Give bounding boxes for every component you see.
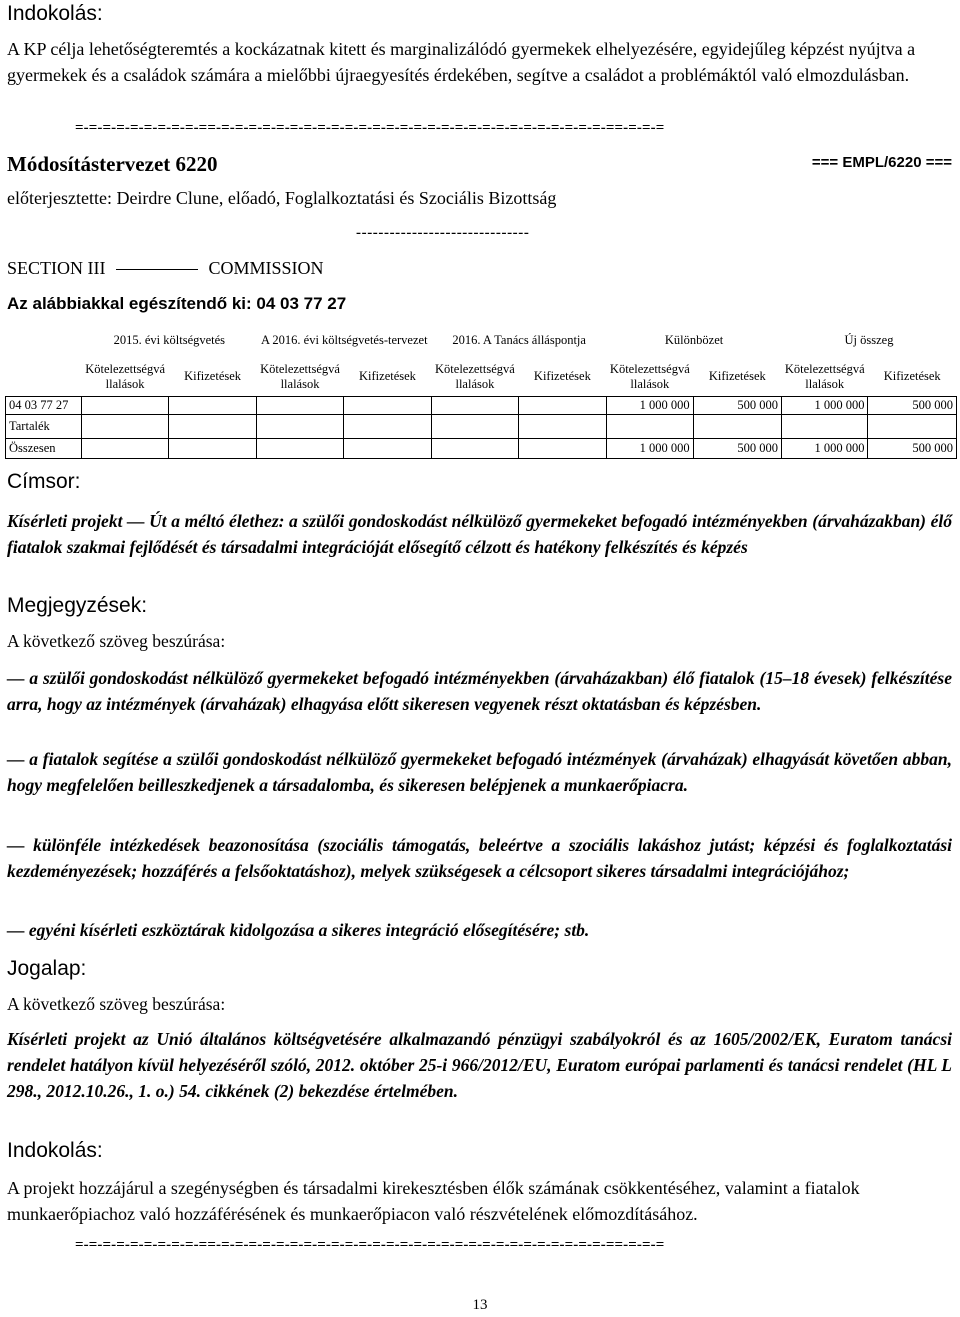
cell bbox=[343, 438, 431, 458]
sub-commit-2: Kötelezettségvállalások bbox=[260, 361, 340, 391]
justification-text: A projekt hozzájárul a szegénységben és társadalmi kirekesztésben élők számának csökkentéséhez, valamint a fiatalok munkaerőpiachoz való hozzáférésének és munkaerőpiacon való részvételének előmozdításához. bbox=[7, 1178, 860, 1224]
cell bbox=[518, 414, 606, 438]
separator-bottom: =-=-=-=-=-=-=-=-=-==-=-=-=-=-=-=-=-=-=-=-=-=-=-=-=-=-=-=-=-=-=-=-=-=-=-=-=-=-==-=-=-= bbox=[75, 1237, 665, 1253]
cell bbox=[518, 438, 606, 458]
group-new-amount: Új összeg bbox=[844, 332, 894, 347]
sub-pay-5: Kifizetések bbox=[883, 369, 941, 384]
cell: 1 000 000 bbox=[607, 396, 693, 414]
cimsor-heading: Címsor: bbox=[7, 470, 81, 493]
cell bbox=[257, 438, 343, 458]
legal-heading: Jogalap: bbox=[7, 957, 87, 980]
intro-heading: Indokolás: bbox=[7, 2, 103, 25]
cell bbox=[82, 414, 168, 438]
note-item-3: — különféle intézkedések beazonosítása (szociális támogatás, beleértve a szociális lakáshoz jutást; képzési és foglalkoztatási kezdeményezések; hozzáférés a felsőoktatáshoz), melyek szükségesek a célcsoport sikeres társadalmi integrációjához; bbox=[7, 835, 952, 881]
cell: 500 000 bbox=[868, 396, 957, 414]
cell bbox=[343, 414, 431, 438]
cell bbox=[782, 414, 868, 438]
section-dash bbox=[116, 269, 198, 270]
page-number: 13 bbox=[472, 1297, 488, 1313]
cell bbox=[432, 396, 518, 414]
line-item: Az alábbiakkal egészítendő ki: 04 03 77 27 bbox=[7, 294, 347, 313]
cell: 500 000 bbox=[693, 438, 781, 458]
legal-text: Kísérleti projekt az Unió általános költségvetésére alkalmazandó pénzügyi szabályokról és az 1605/2002/EK, Euratom tanácsi rendelet hatályon kívül helyezéséről szóló, 2012. október 25-i 966/2012/EU, Euratom európai parlamenti és tanácsi rendelet (HL L 298., 2012.10.26., 1. o.) 54. cikkének (2) bekezdése értelmében. bbox=[7, 1029, 952, 1101]
cell: 500 000 bbox=[693, 396, 781, 414]
sub-commit-3: Kötelezettségvállalások bbox=[435, 361, 515, 391]
sub-commit-1: Kötelezettségvállalások bbox=[85, 361, 166, 391]
intro-text: A KP célja lehetőségteremtés a kockázatnak kitett és marginalizálódó gyermekek elhelyezésére, egyidejűleg képzést nyújtva a gyermekek és a családok számára a mielőbbi újraegyesítés érdekében, segítve a családot a problémáktól való elmozdulásban. bbox=[7, 39, 916, 85]
cell bbox=[693, 414, 781, 438]
cell bbox=[257, 414, 343, 438]
cell bbox=[343, 396, 431, 414]
row-label: Tartalék bbox=[6, 414, 82, 438]
cell bbox=[168, 396, 256, 414]
cell bbox=[168, 414, 256, 438]
amendment-title: Módosítástervezet 6220 bbox=[7, 152, 218, 176]
separator-top: =-=-=-=-=-=-=-=-=-==-=-=-=-=-=-=-=-=-=-=-=-=-=-=-=-=-=-=-=-=-=-=-=-=-=-=-=-=-==-=-=-= bbox=[75, 120, 665, 136]
row-label: Összesen bbox=[6, 438, 82, 458]
cell: 500 000 bbox=[868, 438, 957, 458]
section-right: COMMISSION bbox=[208, 258, 324, 278]
sub-pay-3: Kifizetések bbox=[533, 369, 591, 384]
section-heading bbox=[7, 258, 324, 279]
cell: 1 000 000 bbox=[607, 438, 693, 458]
group-2016-draft: A 2016. évi költségvetés-tervezet bbox=[260, 332, 428, 347]
table-row bbox=[6, 396, 957, 414]
budget-table bbox=[5, 322, 957, 459]
sub-pay-4: Kifizetések bbox=[708, 369, 766, 384]
cell bbox=[82, 396, 168, 414]
cell bbox=[257, 396, 343, 414]
submitted-by: előterjesztette: Deirdre Clune, előadó, Foglalkoztatási és Szociális Bizottság bbox=[7, 188, 557, 208]
group-2015: 2015. évi költségvetés bbox=[113, 332, 226, 347]
sub-commit-5: Kötelezettségvállalások bbox=[784, 361, 865, 391]
note-item-4: — egyéni kísérleti eszköztárak kidolgozása a sikeres integráció elősegítésére; stb. bbox=[7, 920, 590, 940]
note-item-1: — a szülői gondoskodást nélkülöző gyermekeket befogadó intézményekben (árvaházakban) élő fiatalok (15–18 évesek) felkészítése arra, hogy az intézmények (árvaházak) elhagyása előtt sikeresen vegyenek részt oktatásban és képzésben. bbox=[7, 668, 952, 714]
sub-commit-4: Kötelezettségvállalások bbox=[609, 361, 690, 391]
table-row bbox=[6, 414, 957, 438]
table-row bbox=[6, 438, 957, 458]
dashes-line: ------------------------------- bbox=[356, 225, 530, 241]
cell bbox=[82, 438, 168, 458]
sub-pay-1: Kifizetések bbox=[184, 369, 242, 384]
cell bbox=[432, 414, 518, 438]
cell bbox=[518, 396, 606, 414]
cimsor-text: Kísérleti projekt — Út a méltó élethez: a szülői gondoskodást nélkülöző gyermekeket befogadó intézményekben (árvaházakban) élő fiatalok szakmai fejlődését és társadalmi integrációját elősegítő célzott és hatékony felkészítés és képzés bbox=[7, 511, 952, 557]
cell bbox=[868, 414, 957, 438]
group-difference: Különbözet bbox=[664, 332, 724, 347]
cell bbox=[607, 414, 693, 438]
notes-insert-label: A következő szöveg beszúrása: bbox=[7, 631, 226, 651]
cell: 1 000 000 bbox=[782, 396, 868, 414]
cell: 1 000 000 bbox=[782, 438, 868, 458]
notes-heading: Megjegyzések: bbox=[7, 594, 148, 617]
sub-pay-2: Kifizetések bbox=[359, 369, 416, 384]
amendment-ref: === EMPL/6220 === bbox=[811, 154, 952, 171]
group-council: 2016. A Tanács álláspontja bbox=[452, 332, 586, 347]
legal-insert-label: A következő szöveg beszúrása: bbox=[7, 994, 226, 1014]
justification-heading: Indokolás: bbox=[7, 1139, 103, 1162]
cell bbox=[432, 438, 518, 458]
cell bbox=[168, 438, 256, 458]
row-label: 04 03 77 27 bbox=[6, 396, 82, 414]
section-left: SECTION III bbox=[7, 258, 106, 278]
note-item-2: — a fiatalok segítése a szülői gondoskodást nélkülöző gyermekeket befogadó intézmények (árvaházak) elhagyását követően abban, hogy megfelelően beilleszkedjenek a társadalomba, és sikeresen belépjenek a munkaerőpiacra. bbox=[7, 749, 952, 795]
